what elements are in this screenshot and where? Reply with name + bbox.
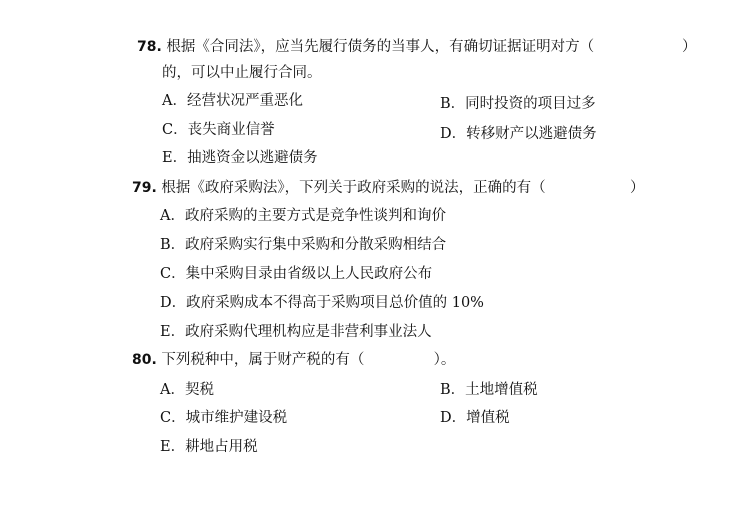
option-a: A．政府采购的主要方式是竞争性谈判和询价	[160, 208, 446, 224]
option-a: A．经营状况严重恶化	[162, 93, 303, 109]
option-a: A．契税	[160, 382, 214, 398]
option-c: C．集中采购目录由省级以上人民政府公布	[160, 266, 433, 282]
answer-blank-close: ）。	[433, 352, 456, 368]
option-e: E．耕地占用税	[160, 439, 258, 455]
option-d: D．政府采购成本不得高于采购项目总价值的 10%	[160, 295, 484, 311]
question-text: 根据《政府采购法》，下列关于政府采购的说法，正确的有（	[161, 180, 546, 196]
option-c: C．城市维护建设税	[160, 410, 288, 426]
option-b: B．政府采购实行集中采购和分散采购相结合	[160, 237, 447, 253]
question-text: 下列税种中，属于财产税的有（	[161, 352, 365, 368]
question-number: 79.	[132, 180, 157, 196]
option-d: D．增值税	[440, 410, 510, 426]
answer-blank-close: ）	[682, 39, 697, 55]
question-78-stem	[137, 37, 594, 57]
option-e: E．抽逃资金以逃避债务	[162, 150, 318, 166]
question-number: 80.	[132, 352, 157, 368]
option-d: D．转移财产以逃避债务	[440, 126, 597, 142]
option-e: E．政府采购代理机构应是非营利事业法人	[160, 324, 432, 340]
question-79-stem	[132, 178, 546, 198]
question-number: 78.	[137, 39, 162, 55]
option-b: B．土地增值税	[440, 382, 538, 398]
question-80-stem	[132, 350, 455, 370]
option-b: B．同时投资的项目过多	[440, 96, 596, 112]
option-c: C．丧失商业信誉	[162, 122, 275, 138]
question-text: 根据《合同法》，应当先履行债务的当事人，有确切证据证明对方（	[166, 39, 595, 55]
question-78-stem-continued: 的，可以中止履行合同。	[162, 65, 322, 81]
answer-blank-close: ）	[630, 180, 645, 196]
